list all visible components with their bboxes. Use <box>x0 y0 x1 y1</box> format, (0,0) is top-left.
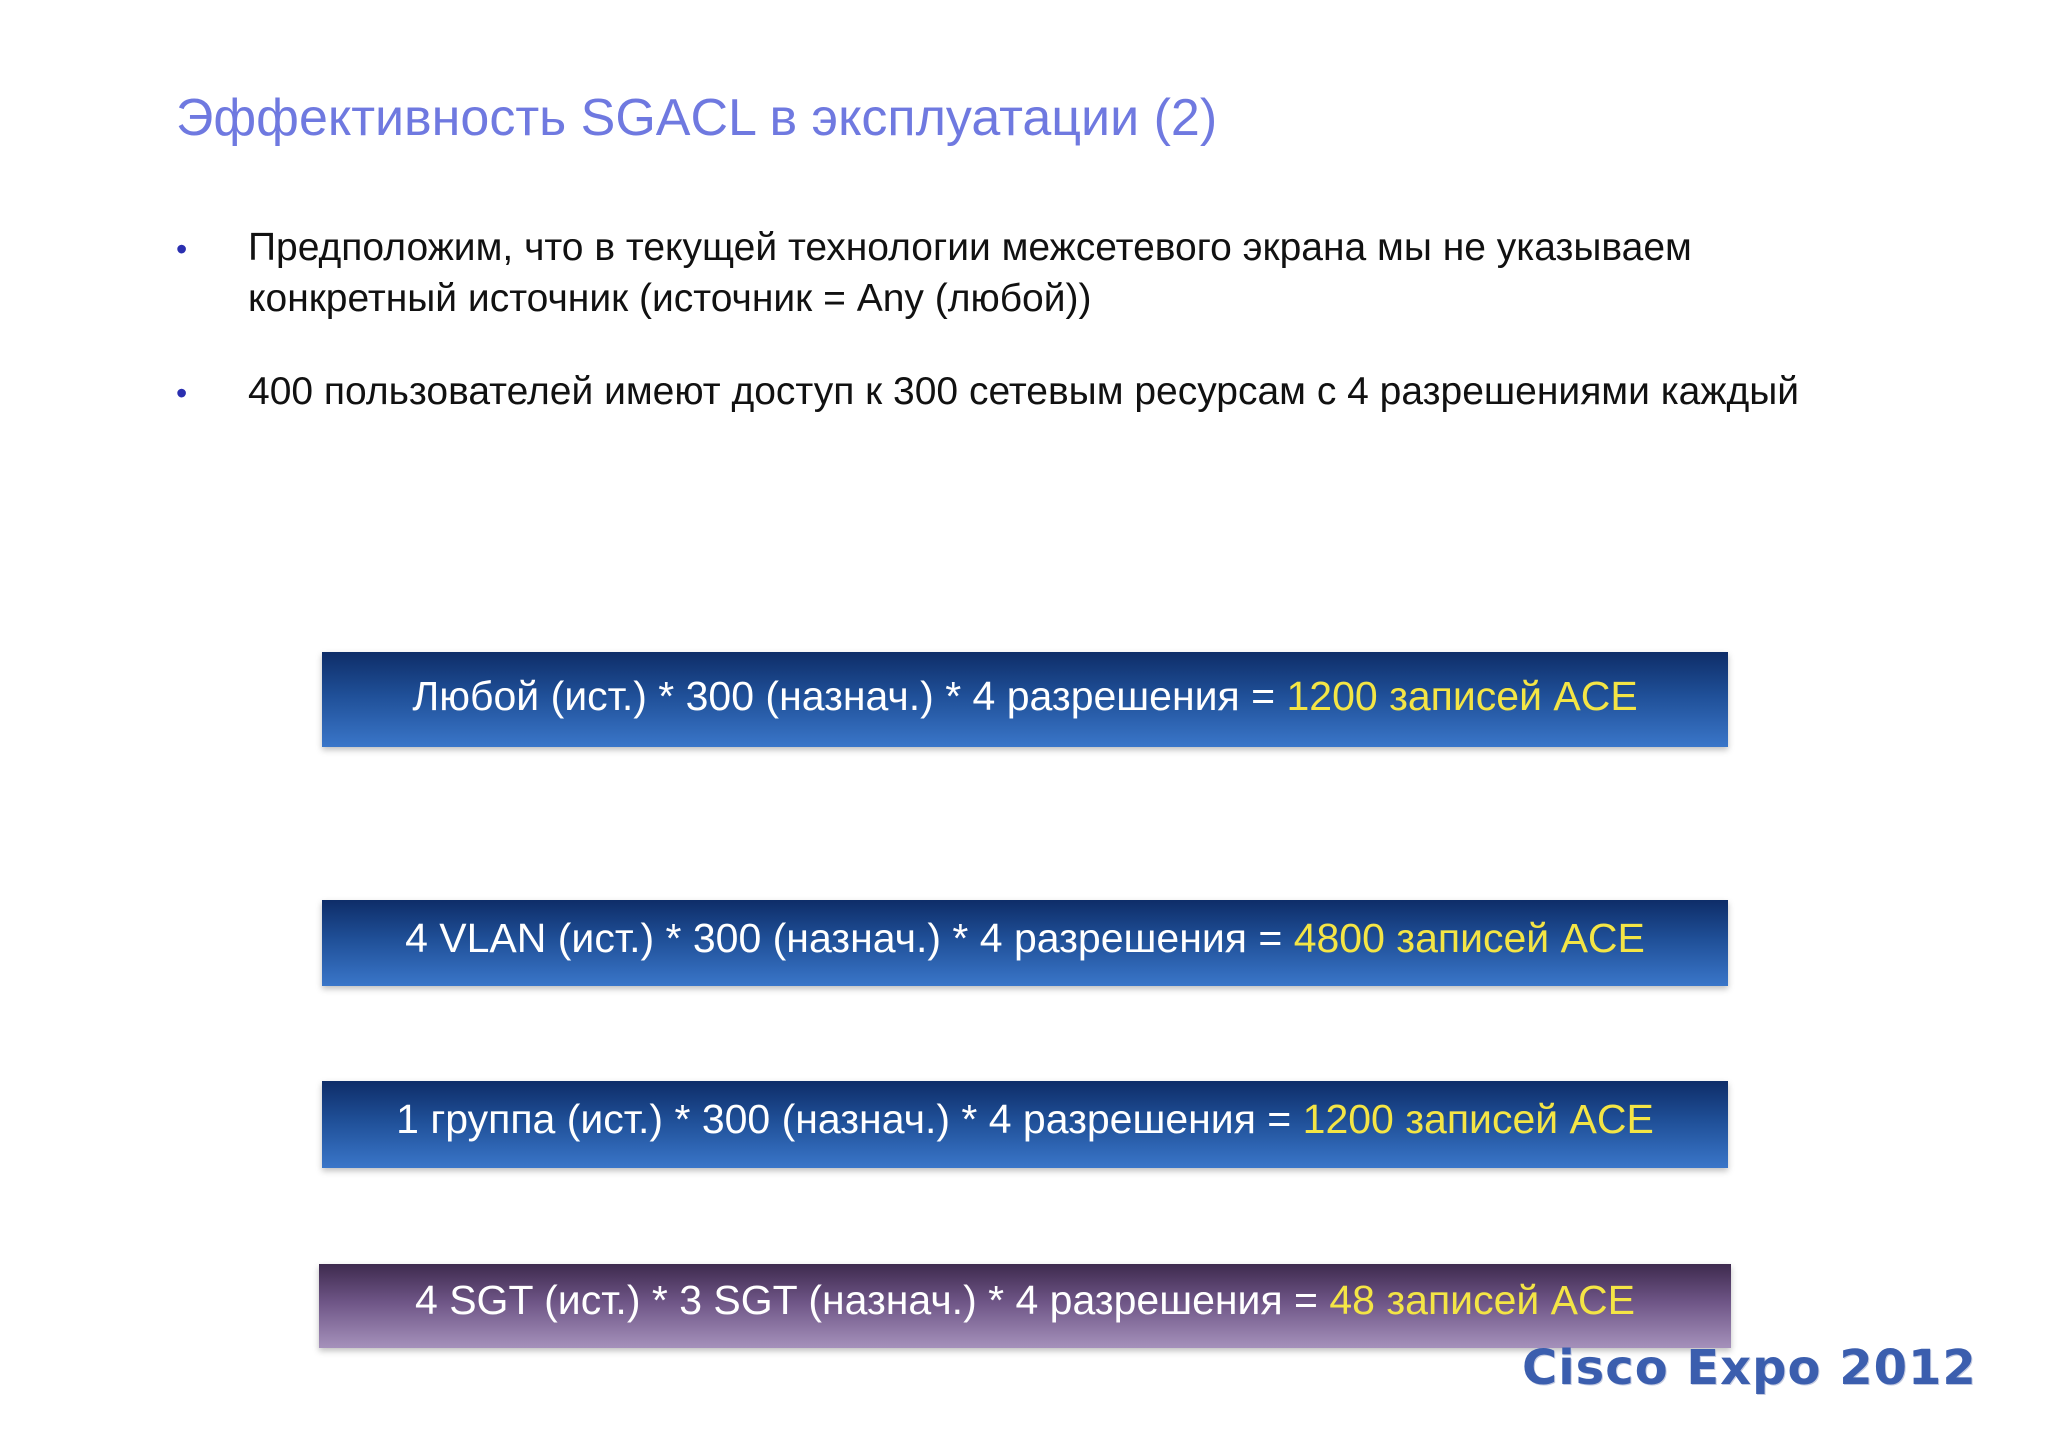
bullet-item <box>176 222 1876 324</box>
bullet-list <box>176 222 1876 459</box>
cisco-expo-logo: Cisco Expo 2012 <box>1522 1340 1977 1396</box>
bullet-text: Предположим, что в текущей технологии межсетевого экрана мы не указываем конкретный источник (источник = Any (любой)) <box>248 226 1692 320</box>
formula-band-any <box>322 652 1728 747</box>
formula-band-group <box>322 1081 1728 1168</box>
slide-title: Эффективность SGACL в эксплуатации (2) <box>176 89 1218 147</box>
band-formula: 4 VLAN (ист.) * 300 (назнач.) * 4 разрешения = <box>405 915 1294 961</box>
bullet-item <box>176 366 1876 417</box>
bullet-icon: • <box>176 231 188 267</box>
formula-band-vlan <box>322 900 1728 986</box>
band-result: 4800 записей ACE <box>1293 915 1645 961</box>
band-result: 1200 записей ACE <box>1302 1096 1654 1142</box>
bullet-text: 400 пользователей имеют доступ к 300 сетевым ресурсам с 4 разрешениями каждый <box>248 370 1800 413</box>
bullet-icon: • <box>176 375 188 411</box>
band-formula: 4 SGT (ист.) * 3 SGT (назнач.) * 4 разрешения = <box>415 1277 1330 1323</box>
band-result: 1200 записей ACE <box>1286 673 1638 719</box>
formula-band-sgt <box>319 1264 1731 1348</box>
band-result: 48 записей ACE <box>1329 1277 1635 1323</box>
band-formula: 1 группа (ист.) * 300 (назнач.) * 4 разрешения = <box>396 1096 1303 1142</box>
band-formula: Любой (ист.) * 300 (назнач.) * 4 разрешения = <box>412 673 1287 719</box>
